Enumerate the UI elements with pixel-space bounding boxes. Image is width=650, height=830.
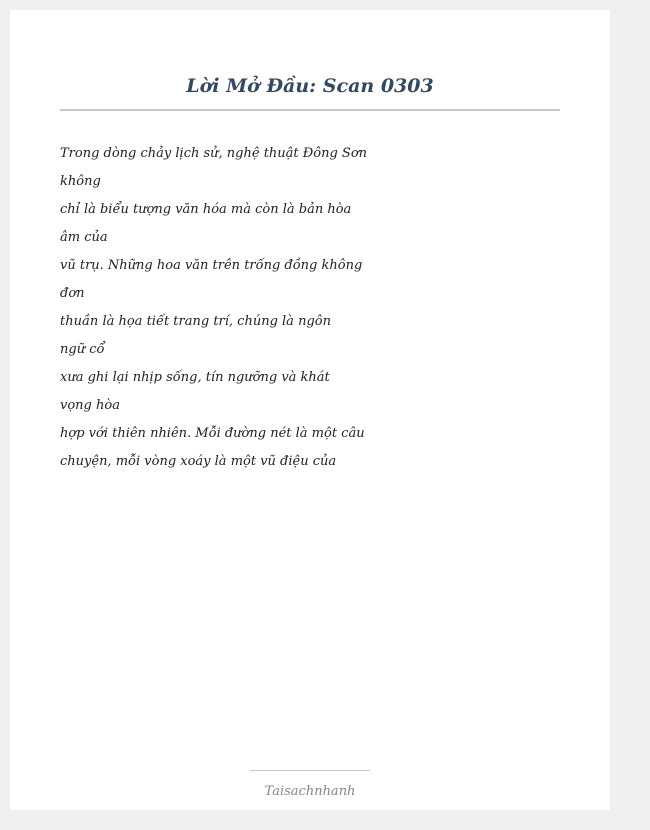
body-line: không <box>60 174 101 189</box>
body-line: vũ trụ. Những hoa văn trên trống đồng không <box>60 258 363 273</box>
footer-text: Taisachnhanh <box>264 784 356 799</box>
body-line: Trong dòng chảy lịch sử, nghệ thuật Đông Sơn <box>60 146 368 161</box>
body-line: âm của <box>60 230 108 245</box>
body-line: ngữ cổ <box>60 342 105 357</box>
body-line: hợp với thiên nhiên. Mỗi đường nét là một câu <box>60 426 365 441</box>
body-line: đơn <box>60 286 85 301</box>
title-divider <box>60 109 560 111</box>
body-line: chỉ là biểu tượng văn hóa mà còn là bản hòa <box>60 202 352 217</box>
page-title: Lời Mở Đầu: Scan 0303 <box>186 75 434 97</box>
body-line: xưa ghi lại nhịp sống, tín ngưỡng và khát <box>60 370 330 385</box>
body-text <box>60 140 390 476</box>
body-line: vọng hòa <box>60 398 120 413</box>
body-line: thuần là họa tiết trang trí, chúng là ngôn <box>60 314 331 329</box>
body-line: chuyện, mỗi vòng xoáy là một vũ điệu của <box>60 454 337 469</box>
document-page <box>10 10 610 810</box>
footer-divider <box>250 770 370 771</box>
